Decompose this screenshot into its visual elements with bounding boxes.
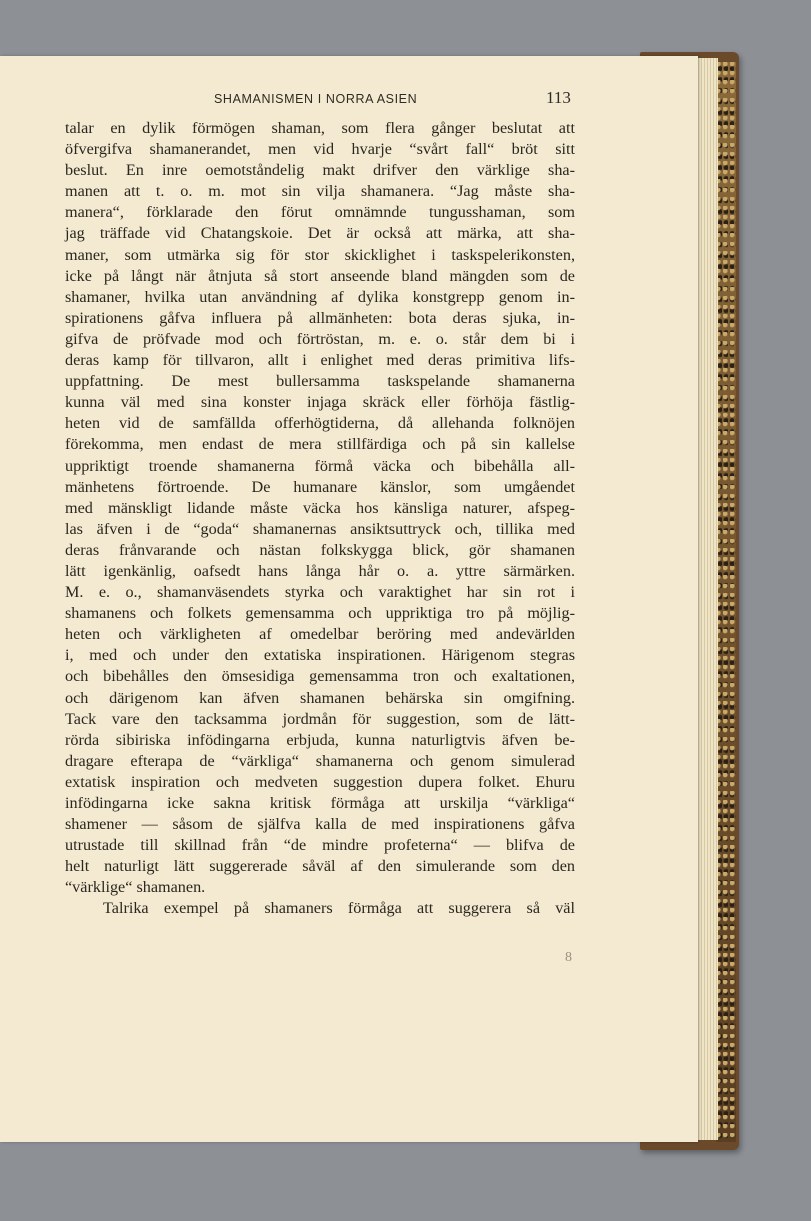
text-line: manera“, förklarade den förut omnämnde tungusshaman, som xyxy=(65,203,575,222)
text-line: extatisk inspiration och medveten suggestion dupera folket. Ehuru xyxy=(65,772,575,791)
text-line: shamener — såsom de själfva kalla de med inspirationens gåfva xyxy=(65,815,575,834)
text-line: “värklige“ shamanen. xyxy=(65,878,206,897)
page-number: 113 xyxy=(546,88,571,107)
text-line: icke på långt när åtnjuta så stort anseende bland mängden som de xyxy=(65,266,575,285)
text-line: heten och värkligheten af omedelbar beröring med andevärlden xyxy=(65,625,575,644)
text-line: och därigenom kan äfven shamanen behärska sin omgifning. xyxy=(65,688,575,707)
text-line: manen att t. o. m. mot sin vilja shamanera. “Jag måste sha- xyxy=(65,182,575,201)
text-line: med mänskligt lidande måste väcka hos känsliga naturer, afspeg- xyxy=(65,498,575,517)
running-head: SHAMANISMEN I NORRA ASIEN xyxy=(214,92,418,106)
text-line: spirationens gåfva influera på allmänheten: bota deras sjuka, in- xyxy=(65,308,575,327)
text-line: maner, som utmärka sig för stor skicklighet i taskspelerikonsten, xyxy=(65,245,575,264)
text-line: helt naturligt lätt suggererade såväl af den simulerande som den xyxy=(65,857,575,876)
text-line: lätt igenkänlig, oafsedt hans långa hår o. a. yttre särmärken. xyxy=(65,561,575,580)
text-line: M. e. o., shamanväsendets styrka och varaktighet har sin rot i xyxy=(65,583,575,602)
text-line: mänhetens förtroende. De humanare känslor, som umgåendet xyxy=(65,477,575,496)
text-line: jag träffade vid Chatangskoie. Det är också att märka, att sha- xyxy=(65,224,575,243)
text-line: shamanens och folkets gemensamma och uppriktiga tro på möjlig- xyxy=(65,604,575,623)
body-text xyxy=(65,118,575,920)
text-line: öfvergifva shamanerandet, men vid hvarje “svårt fall“ bröt sitt xyxy=(65,140,575,159)
text-line: kunna väl med sina konster injaga skräck eller förhöja fästlig- xyxy=(65,393,575,412)
text-line: Tack vare den tacksamma jordmån för suggestion, som de lätt- xyxy=(65,709,575,728)
text-line: deras kamp för tillvaron, allt i enlighet med deras primitiva lifs- xyxy=(65,351,575,370)
text-line: infödingarna icke sakna kritisk förmåga att urskilja “värkliga“ xyxy=(65,794,575,812)
text-line: uppfattning. De mest bullersamma taskspelande shamanerna xyxy=(65,372,575,391)
text-line: Talrika exempel på shamaners förmåga att suggerera så väl xyxy=(103,899,575,918)
text-line: heten vid de samfällda offerhögtiderna, då allehanda folknöjen xyxy=(65,414,575,433)
text-line: och bibehålles den ömsesidiga gemensamma tron och exaltationen, xyxy=(65,667,575,686)
text-line: beslut. En inre oemotståndelig makt drifver den värklige sha- xyxy=(65,161,575,180)
text-line: rörda sibiriska infödingarna erbjuda, kunna naturligtvis äfven be- xyxy=(65,730,575,749)
text-line: förekomma, men endast de mera stillfärdiga och på sin kallelse xyxy=(65,435,575,454)
text-line: gifva de pröfvade mod och förtröstan, m. e. o. står dem bi i xyxy=(65,329,575,348)
text-line: deras frånvarande och nästan folkskygga blick, gör shamanen xyxy=(65,540,575,559)
signature-mark: 8 xyxy=(565,950,572,965)
text-line: utrustade till skillnad från “de mindre profeterna“ — blifva de xyxy=(65,836,575,855)
text-line: shamaner, hvilka utan användning af dylika konstgrepp genom in- xyxy=(65,287,575,306)
text-line: i, med och under den extatiska inspirationen. Härigenom stegras xyxy=(65,646,575,665)
marbled-edge xyxy=(716,62,736,1142)
text-line: dragare efterapa de “värkliga“ shamanerna och genom simulerad xyxy=(65,751,575,770)
text-line: uppriktigt troende shamanerna förmå väcka och bibehålla all- xyxy=(65,456,575,475)
page-header xyxy=(0,88,698,112)
text-line: talar en dylik förmögen shaman, som flera gånger beslutat att xyxy=(65,119,575,137)
text-line: las äfven i de “goda“ shamanernas ansiktsuttryck och, tillika med xyxy=(65,519,575,538)
